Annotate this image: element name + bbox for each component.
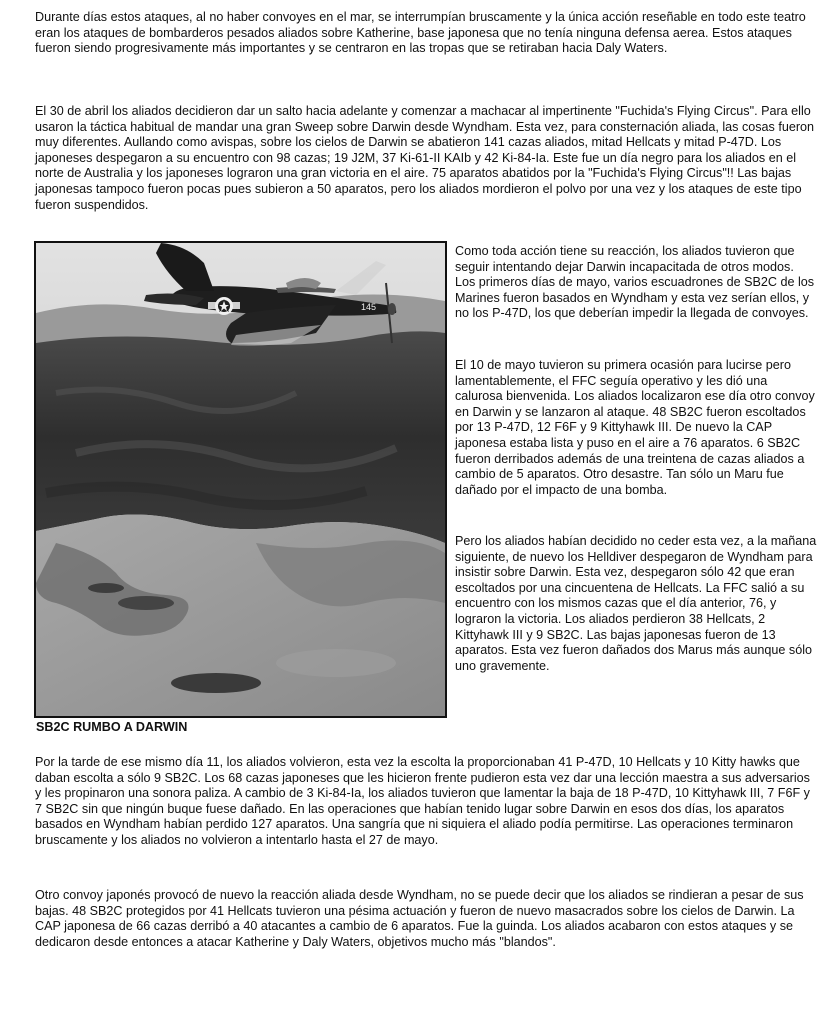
- paragraph-sb2c-wyndham: Como toda acción tiene su reacción, los aliados tuvieron que seguir intentando dejar Darwin incapacitada de otros modos. Los primeros días de mayo, varios escuadrones de SB2C de los Marines fueron basados en Wyndham y esta vez serían ellos, y no los P-47D, los que deberían impedir la llegada de convoyes.: [455, 244, 815, 321]
- island-1: [171, 673, 261, 693]
- sb2c-photo: [34, 241, 447, 718]
- paragraph-afternoon-11: Por la tarde de ese mismo día 11, los aliados volvieron, esta vez la escolta la proporcionaban 41 P-47D, 10 Hellcats y 10 Kitty hawks que daban escolta a sólo 9 SB2C. Los 68 cazas japoneses que les hicieron frente pudieron esta vez dar una lección maestra a sus adversarios y les propinaron una sonora paliza. A cambio de 3 Ki-84-Ia, los aliados tuvieron que lamentar la baja de 18 P-47D, 10 Kittyhawk III, 7 F6F y 7 SB2C sin que ningún buque fuese dañado. En las operaciones que habían tenido lugar sobre Darwin en esos dos días, los aparatos basados en Wyndham habían perdido 127 aparatos. Una sangría que ni siquiera el aliado podía permitirse. Las operaciones terminaron bruscamente y los aliados no volvieron a intentarlo hasta el 27 de mayo.: [35, 755, 810, 847]
- paragraph-may-10: El 10 de mayo tuvieron su primera ocasión para lucirse pero lamentablemente, el FFC seguía operativo y les dió una calurosa bienvenida. Los aliados localizaron ese día otro convoy en Darwin y se lanzaron al ataque. 48 SB2C fueron escoltados por 13 P-47D, 12 F6F y 9 Kittyhawk III. De nuevo la CAP japonesa estaba lista y puso en el aire a 76 aparatos. 6 SB2C fueron derribados además de una treintena de cazas aliados a cambio de 5 aparatos. Otro desastre. Tan sólo un Maru fue dañado por el impacto de una bomba.: [455, 358, 815, 497]
- paragraph-next-morning: Pero los aliados habían decidido no ceder esta vez, a la mañana siguiente, de nuevo los Helldiver despegaron de Wyndham para insistir sobre Darwin. Esta vez, despegaron sólo 42 que eran escoltados por una cincuentena de Hellcats. La FFC salió a su encuentro con los mismos cazas que el día anterior, 76, y lograron la victoria. Los aliados perdieron 38 Hellcats, 2 Kittyhawk III y 9 SB2C. Las bajas japonesas fueron de 13 aparatos. Esta vez fueron dañados dos Marus más aunque sólo uno gravemente.: [455, 534, 817, 673]
- paragraph-another-convoy: Otro convoy japonés provocó de nuevo la reacción aliada desde Wyndham, no se puede decir que los aliados se rindieran a pesar de sus bajas. 48 SB2C protegidos por 41 Hellcats tuvieron una pésima actuación y fueron de nuevo masacrados sobre los cielos de Darwin. La CAP japonesa de 66 cazas derribó a 40 atacantes a cambio de 6 aparatos. Fue la guinda. Los aliados acabaron con estos ataques y se dedicaron desde entonces a atacar Katherine y Daly Waters, objetivos mucho más "blandos".: [35, 888, 804, 949]
- aircraft-number: 145: [361, 302, 377, 312]
- paragraph-april-30-sweep: El 30 de abril los aliados decidieron dar un salto hacia adelante y comenzar a machacar al impertinente "Fuchida's Flying Circus". Para ello usaron la táctica habitual de mandar una gran Sweep sobre Darwin desde Wyndham. Esta vez, para consternación aliada, las cosas fueron muy diferentes. Aullando como avispas, sobre los cielos de Darwin se abatieron 141 cazas aliados, mitad Hellcats y mitad P-47D. Los japoneses despegaron a su encuentro con 98 cazas; 19 J2M, 37 Ki-61-II KAIb y 42 Ki-84-Ia. Este fue un día negro para los aliados en el norte de Australia y los japoneses lograron una gran victoria en el aire. 75 aparatos abatidos por la "Fuchida's Flying Circus"!! Las bajas japonesas tampoco fueron pocas pues subieron a 50 aparatos, pero los aliados mordieron el polvo por una vez y los ataques de este tipo fueron suspendidos.: [35, 104, 815, 212]
- island-3: [88, 583, 124, 593]
- paragraph-katherine-attacks: Durante días estos ataques, al no haber convoyes en el mar, se interrumpían bruscamente y la única acción reseñable en todo este teatro eran los ataques de bombarderos pesados aliados sobre Katherine, base japonesa que no tenía ninguna defensa aerea. Estos ataques fueron siendo progresivamente más importantes y se centraron en las tropas que se retiraban hacia Daly Waters.: [35, 10, 806, 56]
- photo-caption: SB2C RUMBO A DARWIN: [36, 720, 188, 734]
- forest-land: [36, 331, 445, 543]
- island-2: [118, 596, 174, 610]
